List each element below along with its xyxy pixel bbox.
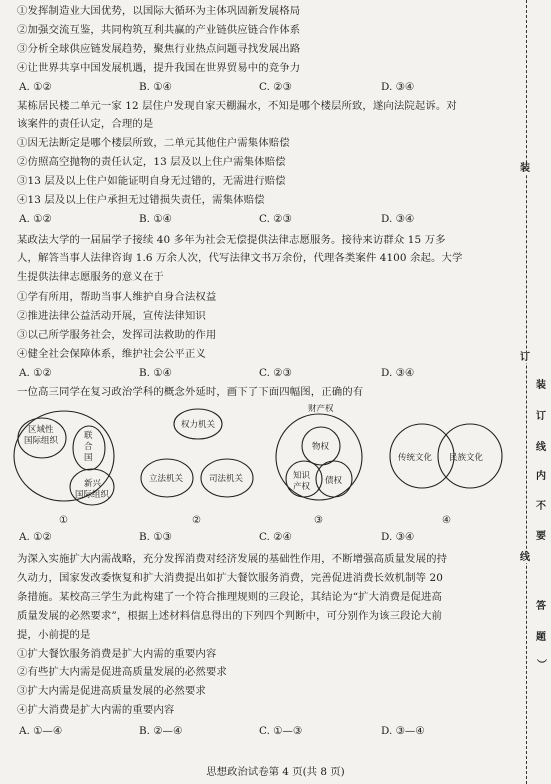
q-a-option-c: C. ②③ (259, 81, 292, 93)
diagram1-label-d: 合 (84, 442, 93, 452)
q-d-option-b: B. ①③ (139, 531, 172, 543)
q-e-option-b: B. ②—④ (139, 725, 183, 737)
concept-diagrams (12, 404, 522, 528)
q-c-stem-1: 某政法大学的一届届学子接续 40 多年为社会无偿提供法律志愿服务。接待来访群众 15 万多 (17, 234, 446, 246)
q-c-stem-2: 人，解答当事人法律咨询 1.6 万余人次，代写法律文书万余份，代理各类案件 4100 余起。大学 (17, 252, 463, 264)
notice-char-7: 答 (536, 601, 546, 612)
notice-char-1: 装 (536, 380, 546, 391)
diagram1-label-e: 国 (84, 453, 93, 463)
diagram2-label-right: 司法机关 (209, 474, 244, 484)
q-e-stem-3: 条措施。某校高三学生为此构建了一个符合推理规则的三段论，其结论为“扩大消费是促进高 (17, 591, 443, 603)
q-c-option-d: D. ③④ (381, 367, 415, 379)
q-b-item-4: ④13 层及以上住户承担无过错损失责任，需集体赔偿 (17, 194, 265, 206)
q-e-stem-1: 为深入实施扩大内需战略，充分发挥消费对经济发展的基础性作用，不断增强高质量发展的持 (17, 553, 448, 565)
q-e-option-c: C. ①—③ (259, 725, 303, 737)
q-a-option-a: A. ①② (19, 81, 52, 93)
q-a-option-d: D. ③④ (381, 81, 415, 93)
q-b-item-1: ①因无法断定是哪个楼层所致，二单元其他住户需集体赔偿 (17, 137, 290, 149)
q-d-option-a: A. ①② (19, 531, 52, 543)
diagram3-label-a: 物权 (312, 442, 330, 452)
q-b-item-3: ③13 层及以上住户如能证明自身无过错的，无需进行赔偿 (17, 175, 286, 187)
notice-char-6: 要 (536, 531, 546, 542)
diagram3-label-b1: 知识 (293, 471, 311, 481)
q-b-option-a: A. ①② (19, 213, 52, 225)
q-b-item-2: ②仿照高空抛物的责任认定，13 层及以上住户需集体赔偿 (17, 156, 286, 168)
diagram2-number: ② (192, 515, 201, 526)
notice-char-2: 订 (536, 411, 546, 422)
q-b-option-d: D. ③④ (381, 213, 415, 225)
q-c-option-b: B. ①④ (139, 367, 172, 379)
q-c-item-2: ②推进法律公益活动开展，宣传法律知识 (17, 310, 206, 322)
q-e-item-3: ③扩大内需是促进高质量发展的必然要求 (17, 685, 206, 697)
q-a-item-3: ③分析全球供应链发展趋势，聚焦行业热点问题寻找发展出路 (17, 43, 301, 55)
q-d-option-c: C. ②④ (259, 531, 292, 543)
q-b-stem-1: 某栋居民楼二单元一家 12 层住户发现自家天棚漏水，不知是哪个楼层所致，遂向法院起诉。对 (17, 100, 457, 112)
diagram4-number: ④ (442, 515, 451, 526)
q-e-stem-4: 质量发展的必然要求”，根据上述材料信息得出的下列四个判断中，可分别作为该三段论大前 (17, 610, 443, 622)
q-c-stem-3: 生提供法律志愿服务的意义在于 (17, 271, 164, 283)
diagram1-label-b: 国际组织 (24, 436, 59, 446)
diagram3-label-b2: 产权 (293, 482, 311, 492)
notice-char-3: 线 (536, 442, 546, 453)
q-e-stem-5: 提，小前提的是 (17, 629, 91, 641)
q-e-option-d: D. ③—④ (381, 725, 425, 737)
q-e-item-2: ②有些扩大内需是促进高质量发展的必然要求 (17, 666, 227, 678)
q-d-option-d: D. ③④ (381, 531, 415, 543)
diagram1-label-g: 国际组织 (75, 490, 110, 500)
margin-zhuang: 装 (520, 163, 530, 174)
diagram3-number: ③ (314, 515, 323, 526)
q-e-stem-2: 久动力，国家发改委恢复和扩大消费提出如扩大餐饮服务消费，完善促进消费长效机制等 20 (17, 572, 443, 584)
q-c-item-1: ①学有所用，帮助当事人维护自身合法权益 (17, 291, 217, 303)
diagram1-label-f: 新兴 (84, 479, 102, 489)
diagram1-label-a: 区域性 (28, 425, 54, 435)
q-e-option-a: A. ①—④ (19, 725, 63, 737)
q-a-option-b: B. ①④ (139, 81, 172, 93)
q-a-item-2: ②加强交流互鉴，共同构筑互利共赢的产业链供应链合作体系 (17, 24, 301, 36)
q-a-item-1: ①发挥制造业大国优势，以国际大循环为主体巩固新发展格局 (17, 5, 301, 17)
q-e-item-4: ④扩大消费是扩大内需的重要内容 (17, 704, 175, 716)
binding-dashed-line (526, 0, 527, 784)
q-d-stem: 一位高三同学在复习政治学科的概念外延时，画下了下面四幅图，正确的有 (17, 386, 364, 398)
q-c-option-c: C. ②③ (259, 367, 292, 379)
q-b-option-b: B. ①④ (139, 213, 172, 225)
diagram1-number: ① (59, 515, 68, 526)
q-c-item-4: ④健全社会保障体系，维护社会公平正义 (17, 348, 206, 360)
q-e-item-1: ①扩大餐饮服务消费是扩大内需的重要内容 (17, 648, 217, 660)
notice-char-8: 题 (536, 632, 546, 643)
diagram4-label-left: 传统文化 (398, 453, 433, 463)
q-c-option-a: A. ①② (19, 367, 52, 379)
diagram3-label-c: 债权 (325, 476, 343, 486)
q-b-stem-2: 该案件的责任认定，合理的是 (17, 118, 154, 130)
notice-char-5: 不 (536, 501, 546, 512)
diagram1-label-c: 联 (84, 431, 93, 441)
diagram2-label-left: 立法机关 (149, 474, 184, 484)
margin-xian: 线 (520, 552, 530, 563)
diagram4-label-right: 民族文化 (449, 453, 484, 463)
diagram2-label-top: 权力机关 (181, 420, 216, 430)
notice-paren: ︶ (537, 660, 547, 671)
q-b-option-c: C. ②③ (259, 213, 292, 225)
notice-char-4: 内 (536, 471, 546, 482)
margin-ding: 订 (520, 352, 530, 363)
diagram3-label-outer: 财产权 (308, 404, 334, 414)
q-c-item-3: ③以己所学服务社会，发挥司法救助的作用 (17, 329, 217, 341)
page-footer: 思想政治试卷第 4 页(共 8 页) (206, 766, 345, 778)
q-a-item-4: ④让世界共享中国发展机遇，提升我国在世界贸易中的竞争力 (17, 62, 301, 74)
